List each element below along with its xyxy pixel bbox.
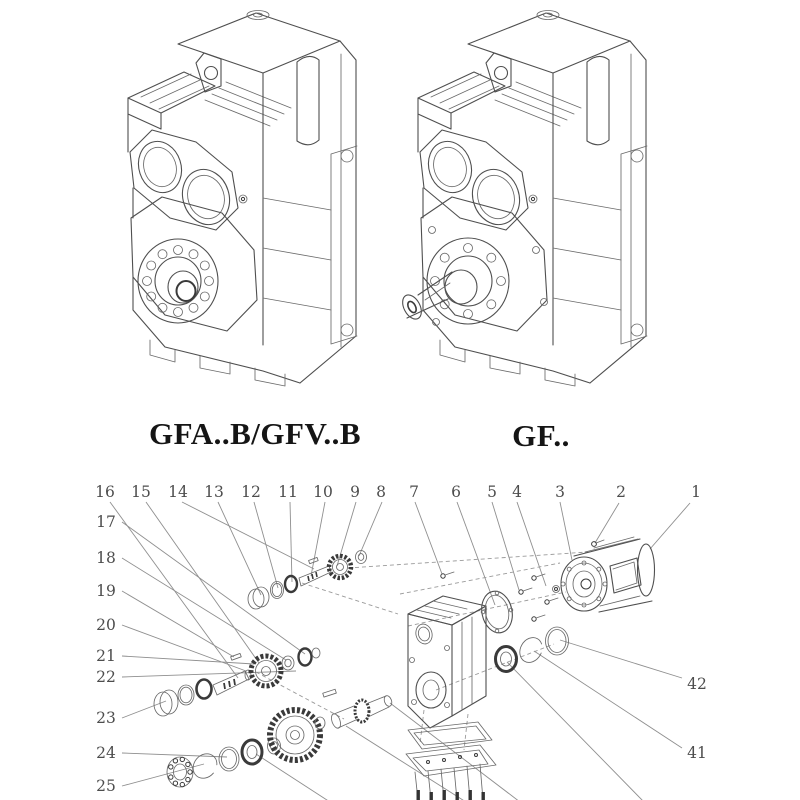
exploded-view [95, 483, 707, 800]
output-shaft-assembly [167, 689, 393, 787]
input-pinion-assembly [248, 551, 367, 610]
bolt [441, 572, 454, 578]
bearing-and-rings [496, 627, 569, 672]
callout-3: 3 [555, 483, 565, 501]
callout-23: 23 [96, 709, 116, 727]
cover-plate-assembly [406, 722, 496, 800]
bolt [532, 615, 545, 621]
callout-15: 15 [131, 483, 151, 501]
callout-20: 20 [96, 616, 116, 634]
figure-label-gf: GF.. [512, 418, 570, 453]
callout-17: 17 [96, 513, 116, 531]
intermediate-shaft-assembly [154, 648, 320, 716]
callout-6: 6 [451, 483, 461, 501]
cover-bolts [415, 764, 485, 800]
callout-1: 1 [691, 483, 701, 501]
callout-8: 8 [376, 483, 386, 501]
motor [561, 537, 655, 612]
gearbox-housing [408, 596, 486, 728]
callout-11: 11 [278, 483, 298, 501]
figure-flange-shaft-unit [399, 11, 647, 387]
callout-19: 19 [96, 582, 116, 600]
callout-41: 41 [687, 744, 707, 762]
callout-9: 9 [350, 483, 360, 501]
callout-14: 14 [168, 483, 188, 501]
hollow-shaft-bearing [138, 239, 218, 323]
callout-numbers [95, 483, 707, 795]
bolt [519, 588, 532, 594]
flange-gasket [478, 588, 516, 635]
callout-2: 2 [616, 483, 626, 501]
figure-label-gfab-gfvb: GFA..B/GFV..B [148, 416, 362, 451]
callout-7: 7 [409, 483, 419, 501]
leader-lines [110, 502, 690, 800]
callout-18: 18 [96, 549, 116, 567]
callout-10: 10 [313, 483, 333, 501]
figure-shaft-mounted-unit [128, 11, 357, 387]
callout-22: 22 [96, 668, 116, 686]
callout-21: 21 [96, 647, 116, 665]
callout-42: 42 [687, 675, 707, 693]
callout-12: 12 [241, 483, 261, 501]
output-flange-and-shaft [399, 227, 548, 326]
callout-25: 25 [96, 777, 116, 795]
callout-16: 16 [95, 483, 115, 501]
callout-5: 5 [487, 483, 497, 501]
callout-24: 24 [96, 744, 116, 762]
nut [553, 586, 560, 593]
bolt [545, 598, 558, 604]
callout-13: 13 [204, 483, 224, 501]
callout-4: 4 [512, 483, 522, 501]
